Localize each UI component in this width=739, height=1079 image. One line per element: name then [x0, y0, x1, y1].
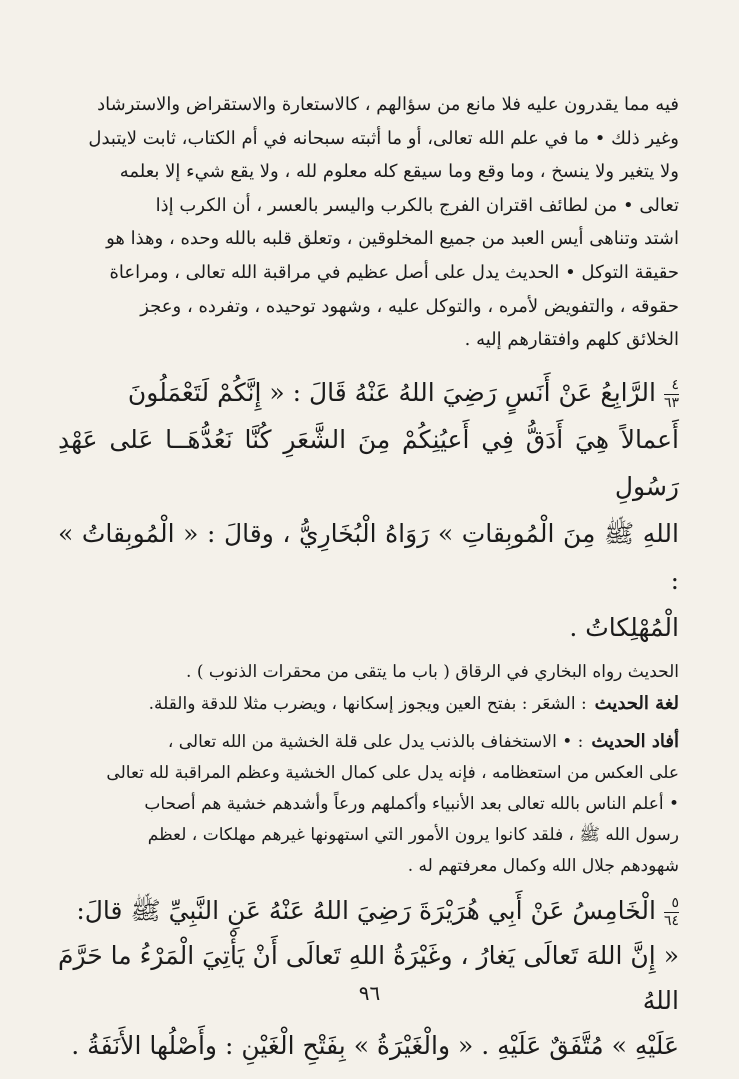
- text-line: ولا يتغير ولا ينسخ ، وما وقع وما سيقع كله معلوم لله ، ولا يقع شيء إلا بعلمه: [119, 161, 679, 183]
- hadith-text: الْخَامِسُ عَنْ أَبِي هُرَيْرَةَ رَضِيَ اللهُ عَنْهُ عَنِ النَّبِيِّ ﷺ قالَ:: [76, 895, 656, 925]
- text-line: حقوقه ، والتفويض لأمره ، والتوكل عليه ، وشهود توحيده ، وتفرده ، وعجز: [140, 295, 679, 317]
- hadith-line: أَعمالاً هِيَ أَدَقُّ فِي أَعيُنِكُمْ مِنَ الشَّعَرِ كُنَّا نَعُدُّهَــا عَلى عَهْدِ رَسُولِ: [58, 424, 679, 501]
- hadith-4: [58, 369, 679, 651]
- benefit-line: شهودهم جلال الله وكمال معرفتهم له .: [407, 855, 679, 876]
- text-line: تعالى • من لطائف اقتران الفرج بالكرب واليسر بالعسر ، أن الكرب إذا: [155, 194, 679, 216]
- hadith-text: الرَّابِعُ عَنْ أَنَسٍ رَضِيَ اللهُ عَنْهُ قَالَ : « إِنَّكُمْ لَتَعْمَلُونَ: [127, 377, 656, 407]
- text-line: وغير ذلك • ما في علم الله تعالى، أو ما أثبته سبحانه في أم الكتاب، ثابت لايتبدل: [88, 127, 679, 149]
- vocab-text: : الشعَر : بفتح العين ويجوز إسكانها ، ويضرب مثلا للدقة والقلة.: [148, 693, 587, 714]
- hadith-number-bottom: ٦٤: [663, 912, 679, 929]
- text-line: فيه مما يقدرون عليه فلا مانع من سؤالهم ، كالاستعارة والاستقراض والاسترشاد: [97, 94, 679, 115]
- hadith-number-top: ٤: [671, 376, 679, 393]
- hadith-number: [664, 896, 679, 929]
- benefit-line: رسول الله ﷺ ، فلقد كانوا يرون الأمور التي استهونها غيرهم مهلكات ، لعظم: [147, 824, 679, 845]
- hadith-line: عَلَيْهِ » مُتَّفَقٌ عَلَيْهِ . « والْغَيْرَةُ » بِفَتْحِ الْغَيْنِ : وأَصْلُها الأَنَفَةُ .: [71, 1030, 679, 1060]
- benefit-line: [58, 726, 679, 758]
- hadith-number: [664, 378, 679, 411]
- hadith-line: [58, 369, 679, 416]
- source-note: الحديث رواه البخاري في الرقاق ( باب ما يتقى من محقرات الذنوب ) .: [186, 661, 679, 682]
- intro-paragraph: [58, 88, 679, 357]
- text-line: اشتد وتناهى أيس العبد من جميع المخلوقين ، وتعلق قلبه بالله وحده ، وهذا هو: [106, 228, 679, 250]
- hadith-line: [58, 888, 679, 933]
- hadith-5: [58, 888, 679, 1068]
- hadith-number-bottom: ٦٣: [663, 394, 679, 411]
- benefit-text: : • الاستخفاف بالذنب يدل على قلة الخشية من الله تعالى ،: [167, 731, 584, 752]
- benefit-line: على العكس من استعظامه ، فإنه يدل على كمال الخشية وعظم المراقبة لله تعالى: [106, 762, 679, 783]
- benefits-section: [58, 726, 679, 882]
- page-number: ٩٦: [358, 981, 381, 1005]
- vocab-label: لغة الحديث: [594, 692, 679, 714]
- benefit-line: • أعلم الناس بالله تعالى بعد الأنبياء وأكملهم ورعاً وأشدهم خشية هم أصحاب: [144, 793, 679, 814]
- vocab-note: [58, 688, 679, 720]
- hadith-line: الْمُهْلِكاتُ .: [569, 612, 679, 642]
- benefits-label: أفاد الحديث: [591, 730, 679, 752]
- hadith-line: اللهِ ﷺ مِنَ الْمُوبِقاتِ » رَوَاهُ الْبُخَارِيُّ ، وقالَ : « الْمُوبِقاتُ » :: [58, 518, 679, 595]
- text-line: الخلائق كلهم وافتقارهم إليه .: [464, 329, 679, 351]
- hadith-number-top: ٥: [671, 894, 679, 911]
- text-line: حقيقة التوكل • الحديث يدل على أصل عظيم في مراقبة الله تعالى ، ومراعاة: [109, 261, 679, 283]
- hadith-line: « إِنَّ اللهَ تَعالَى يَغارُ ، وغَيْرَةُ اللهِ تَعالَى أَنْ يَأْتِيَ الْمَرْءُ ما حَرَّمَ اللهُ: [58, 940, 679, 1015]
